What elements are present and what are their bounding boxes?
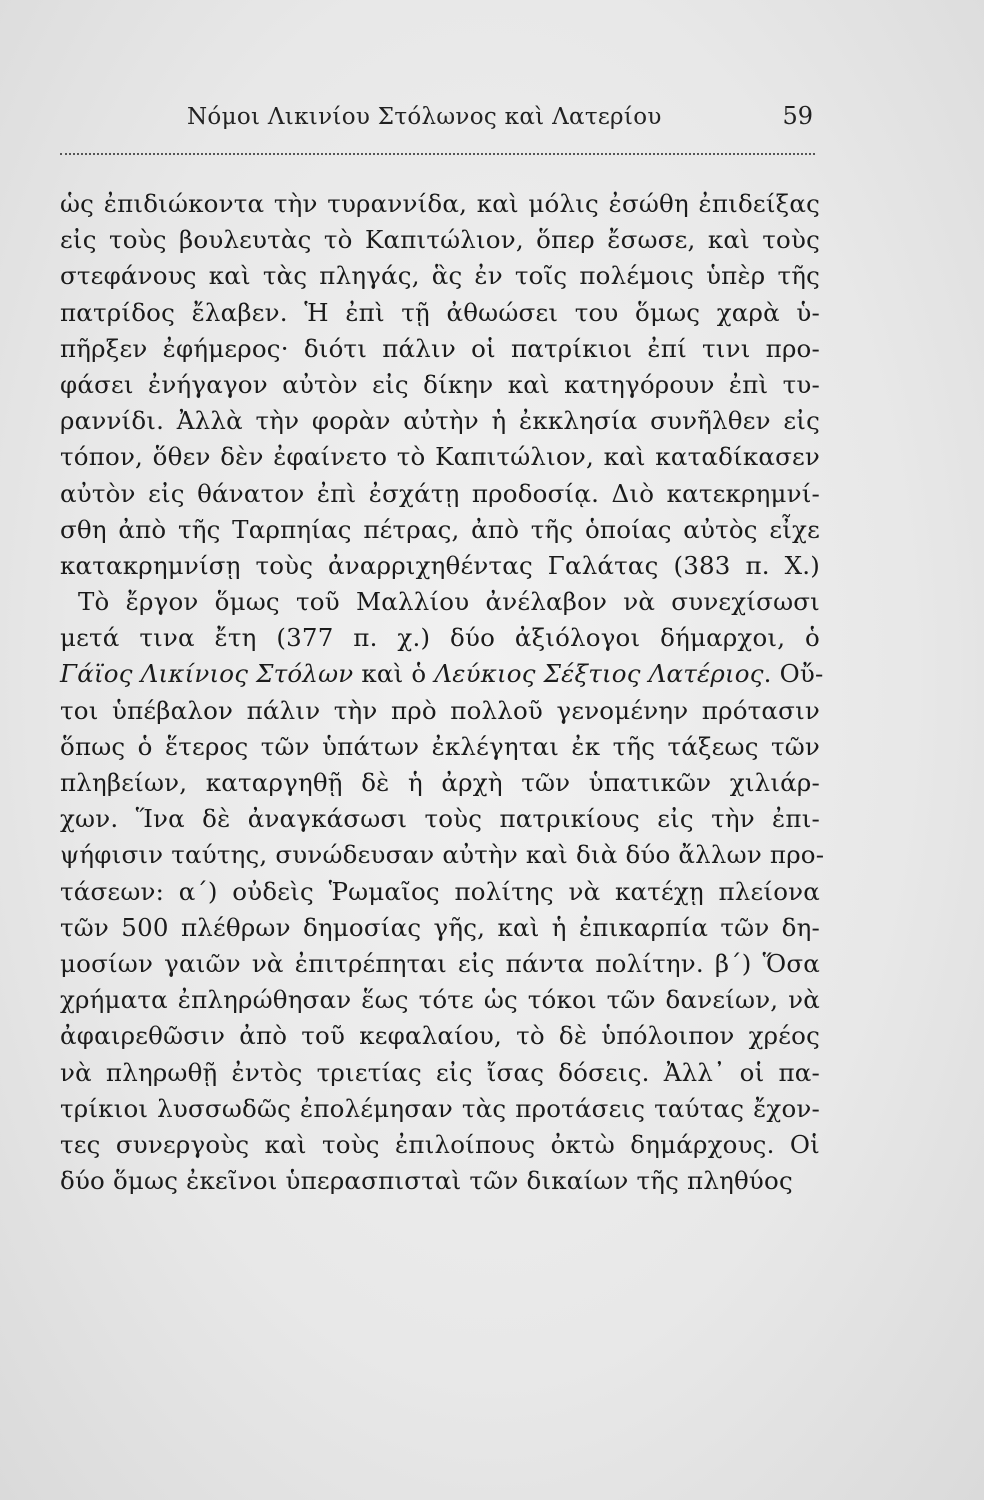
page-number: 59 bbox=[782, 102, 813, 130]
text-line: εἰς τοὺς βουλευτὰς τὸ Καπιτώλιον, ὅπερ ἔσωσε, καὶ τοὺς bbox=[60, 225, 820, 255]
text-line: ὡς ἐπιδιώκοντα τὴν τυραννίδα, καὶ μόλις ἐσώθη ἐπιδείξας bbox=[60, 189, 820, 218]
text-line: ὅπως ὁ ἕτερος τῶν ὑπάτων ἐκλέγηται ἐκ τῆς τάξεως τῶν bbox=[60, 731, 820, 761]
text-line: χων. Ἵνα δὲ ἀναγκάσωσι τοὺς πατρικίους εἰς τὴν ἐπι- bbox=[60, 804, 820, 834]
text-line: χρήματα ἐπληρώθησαν ἕως τότε ὡς τόκοι τῶν δανείων, νὰ bbox=[60, 985, 820, 1015]
text-line: μοσίων γαιῶν νὰ ἐπιτρέπηται εἰς πάντα πολίτην. β΄) Ὅσα bbox=[60, 948, 820, 978]
text-line: τάσεων: α΄) οὐδεὶς Ῥωμαῖος πολίτης νὰ κατέχῃ πλείονα bbox=[60, 876, 820, 906]
text-line: πῆρξεν ἐφήμερος· διότι πάλιν οἱ πατρίκιοι ἐπί τινι προ- bbox=[60, 333, 820, 363]
body-text bbox=[60, 186, 825, 1199]
text-fragment: . Οὔ- bbox=[763, 659, 824, 689]
text-line: τες συνεργοὺς καὶ τοὺς ἐπιλοίπους ὀκτὼ δημάρχους. Οἱ bbox=[60, 1129, 820, 1159]
person-name: Γάϊος Λικίνιος Στόλων bbox=[60, 659, 354, 689]
text-line: πληβείων, καταργηθῇ δὲ ἡ ἀρχὴ τῶν ὑπατικῶν χιλιάρ- bbox=[60, 768, 820, 797]
header-rule bbox=[60, 153, 815, 155]
text-line: τῶν 500 πλέθρων δημοσίας γῆς, καὶ ἡ ἐπικαρπία τῶν δη- bbox=[60, 912, 820, 942]
running-head: Νόμοι Λικινίου Στόλωνος καὶ Λατερίου bbox=[187, 104, 662, 130]
person-name: Λεύκιος Σέξτιος Λατέριος bbox=[434, 659, 764, 689]
text-line: τοι ὑπέβαλον πάλιν τὴν πρὸ πολλοῦ γενομένην πρότασιν bbox=[60, 695, 820, 725]
text-line: στεφάνους καὶ τὰς πληγάς, ἃς ἐν τοῖς πολέμοις ὑπὲρ τῆς bbox=[60, 261, 820, 291]
text-line: σθη ἀπὸ τῆς Ταρπηίας πέτρας, ἀπὸ τῆς ὁποίας αὐτὸς εἶχε bbox=[60, 514, 820, 544]
text-line bbox=[60, 656, 824, 692]
text-line: πατρίδος ἔλαβεν. Ἡ ἐπὶ τῇ ἀθωώσει του ὅμως χαρὰ ὑ- bbox=[60, 297, 820, 327]
text-line: αὐτὸν εἰς θάνατον ἐπὶ ἐσχάτῃ προδοσίᾳ. Διὸ κατεκρημνί- bbox=[60, 478, 820, 508]
text-line: ραννίδι. Ἀλλὰ τὴν φορὰν αὐτὴν ἡ ἐκκλησία συνῆλθεν εἰς bbox=[60, 406, 820, 436]
text-line: Τὸ ἔργον ὅμως τοῦ Μαλλίου ἀνέλαβον νὰ συνεχίσωσι bbox=[78, 587, 820, 617]
text-line: νὰ πληρωθῇ ἐντὸς τριετίας εἰς ἴσας δόσεις. Ἀλλ᾿ οἱ πα- bbox=[60, 1057, 820, 1087]
page-header bbox=[60, 104, 815, 144]
text-line: κατακρημνίσῃ τοὺς ἀναρριχηθέντας Γαλάτας (383 π. Χ.) bbox=[60, 550, 820, 580]
text-line: δύο ὅμως ἐκεῖνοι ὑπερασπισταὶ τῶν δικαίων τῆς πληθύος bbox=[60, 1166, 793, 1196]
text-line: μετά τινα ἔτη (377 π. χ.) δύο ἀξιόλογοι δήμαρχοι, ὁ bbox=[60, 623, 820, 653]
text-fragment: καὶ ὁ bbox=[353, 659, 435, 689]
text-line: φάσει ἐνήγαγον αὐτὸν εἰς δίκην καὶ κατηγόρουν ἐπὶ τυ- bbox=[60, 369, 820, 399]
text-line: ψήφισιν ταύτης, συνώδευσαν αὐτὴν καὶ διὰ δύο ἄλλων προ- bbox=[60, 840, 825, 870]
text-line: τρίκιοι λυσσωδῶς ἐπολέμησαν τὰς προτάσεις ταύτας ἔχον- bbox=[60, 1093, 820, 1123]
text-line: ἀφαιρεθῶσιν ἀπὸ τοῦ κεφαλαίου, τὸ δὲ ὑπόλοιπον χρέος bbox=[60, 1021, 820, 1051]
text-line: τόπον, ὅθεν δὲν ἐφαίνετο τὸ Καπιτώλιον, καὶ καταδίκασεν bbox=[60, 442, 820, 472]
